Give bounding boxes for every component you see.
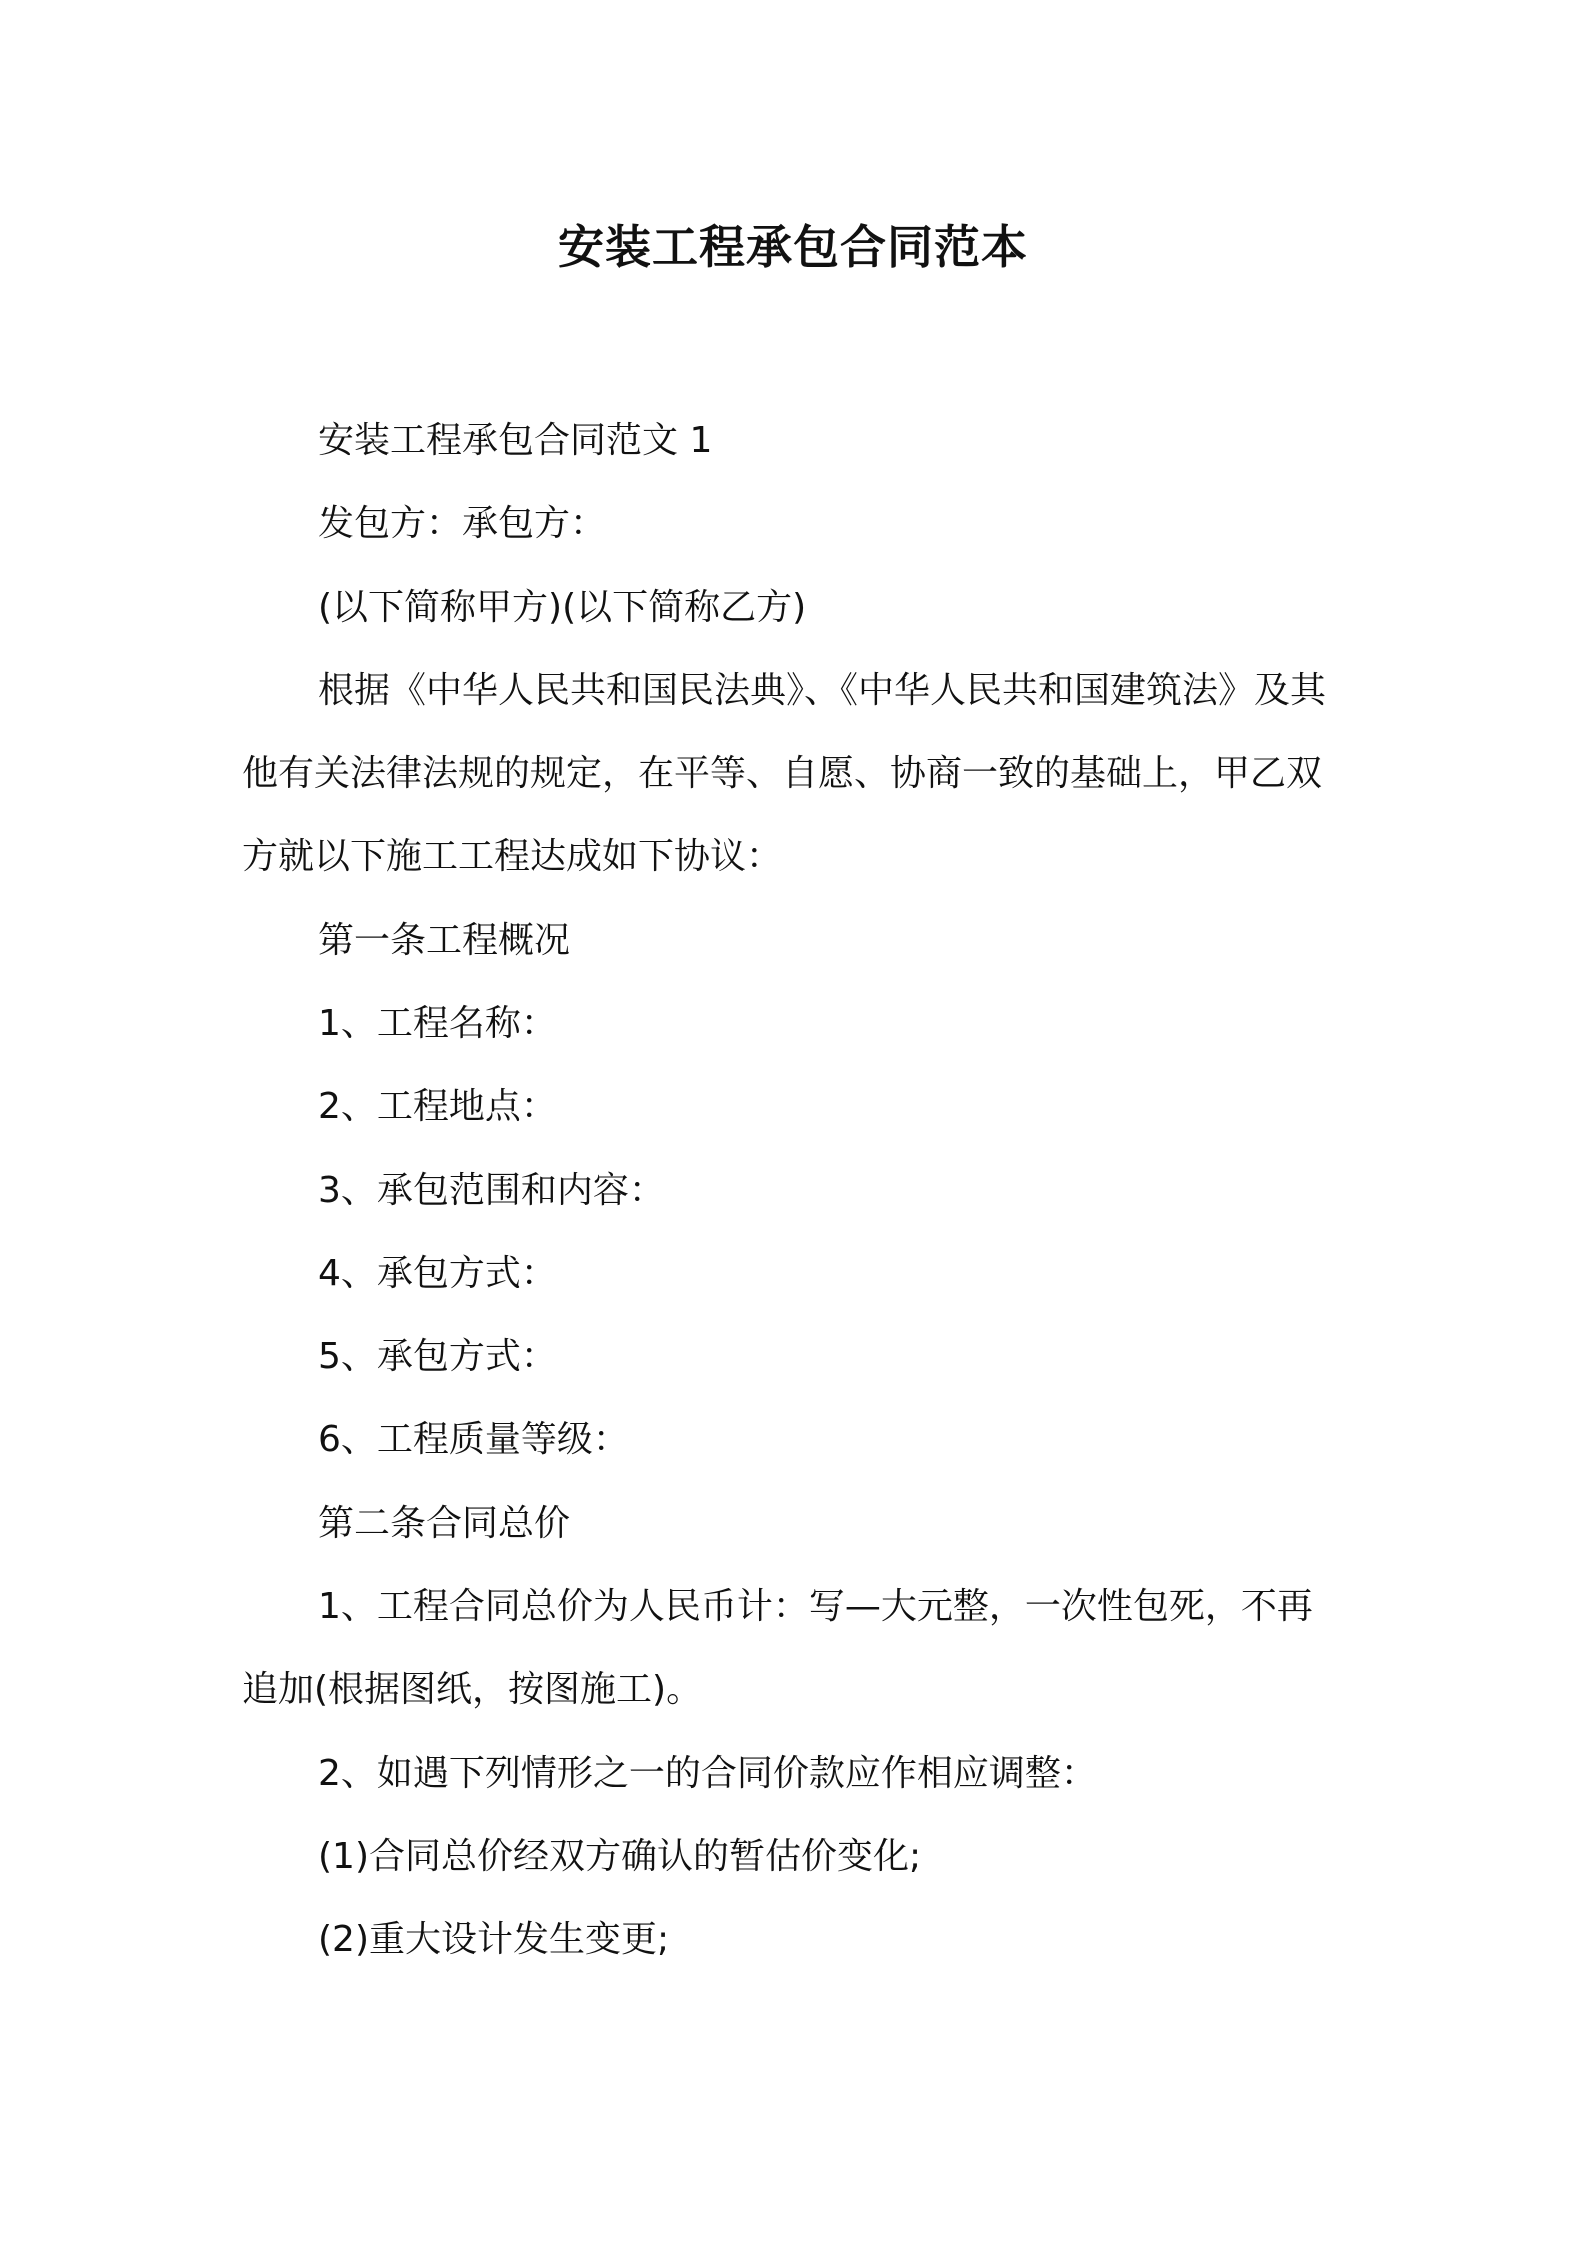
article-2-item-1-line-2: 追加(根据图纸，按图施工)。: [242, 1669, 703, 1710]
article-2-subitem-1: (1)合同总价经双方确认的暂估价变化;: [318, 1836, 922, 1877]
section-heading-sample-1: 安装工程承包合同范文 1: [318, 420, 713, 461]
article-1-item-1: 1、工程名称：: [318, 1003, 557, 1044]
article-1-item-6: 6、工程质量等级：: [318, 1419, 629, 1460]
article-1-item-4: 4、承包方式：: [318, 1253, 557, 1294]
article-1-heading: 第一条工程概况: [318, 920, 571, 961]
parties-abbreviation-line: (以下简称甲方)(以下简称乙方): [318, 587, 807, 628]
preamble-line-3: 方就以下施工工程达成如下协议：: [242, 836, 783, 877]
article-2-item-1-line-1: 1、工程合同总价为人民币计：写—大元整，一次性包死，不再: [318, 1586, 1313, 1627]
preamble-line-2: 他有关法律法规的规定，在平等、自愿、协商一致的基础上，甲乙双: [242, 753, 1323, 794]
preamble-line-1: 根据《中华人民共和国民法典》、《中华人民共和国建筑法》及其: [318, 670, 1327, 711]
article-2-heading: 第二条合同总价: [318, 1503, 571, 1544]
article-2-item-2: 2、如遇下列情形之一的合同价款应作相应调整：: [318, 1753, 1097, 1794]
article-1-item-3: 3、承包范围和内容：: [318, 1170, 665, 1211]
article-2-subitem-2: (2)重大设计发生变更;: [318, 1919, 670, 1960]
article-1-item-5: 5、承包方式：: [318, 1336, 557, 1377]
document-title: 安装工程承包合同范本: [558, 220, 1028, 274]
parties-line: 发包方：承包方：: [318, 503, 607, 544]
article-1-item-2: 2、工程地点：: [318, 1086, 557, 1127]
